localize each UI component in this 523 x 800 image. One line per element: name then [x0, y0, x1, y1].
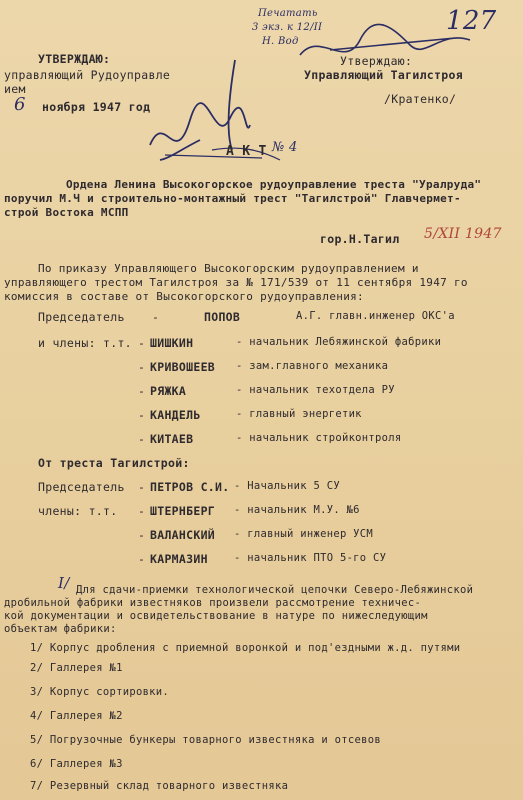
object-item: 7/ Резервный склад товарного известняка — [30, 780, 289, 792]
commission-role: Председатель — [38, 480, 125, 494]
approval-left-line1: УТВЕРЖДАЮ: — [38, 52, 111, 66]
approval-right-line3: /Кратенко/ — [384, 92, 457, 106]
approval-left-line2: управляющий Рудоуправле — [4, 68, 171, 82]
commission-post: - зам.главного механика — [236, 360, 389, 372]
commission-post: - начальник ПТО 5-го СУ — [234, 552, 387, 564]
approval-left-date-day: 6 — [14, 94, 26, 115]
object-item: 3/ Корпус сортировки. — [30, 686, 170, 698]
commission-name: КАРМАЗИН — [150, 552, 208, 566]
commission-dash: - — [138, 432, 146, 446]
commission-dash: - — [138, 336, 146, 350]
commission-dash: - — [138, 408, 146, 422]
commission-dash: - — [138, 504, 146, 518]
commission-post: - начальник стройконтроля — [236, 432, 402, 444]
commission-name: ПОПОВ — [204, 310, 241, 324]
place: гор.Н.Тагил — [320, 232, 400, 246]
object-item: 4/ Галлерея №2 — [30, 710, 123, 722]
object-item: 2/ Галлерея №1 — [30, 662, 123, 674]
commission-dash: - — [152, 310, 160, 324]
commission-dash: - — [138, 480, 146, 494]
approval-right-line2: Управляющий Тагилстроя — [304, 68, 463, 82]
order-line-2: управляющего трестом Тагилстроя за № 171/539 от 11 сентября 1947 го — [4, 276, 468, 289]
purpose-line-2: дробильной фабрики известняков произвели рассмотрение техничес- — [4, 597, 422, 609]
approval-right-line1: Утверждаю: — [340, 54, 413, 68]
commission-dash: - — [138, 528, 146, 542]
top-signature — [300, 24, 470, 55]
commission-post: - главный энергетик — [236, 408, 362, 420]
commission-name: КРИВОШЕЕВ — [150, 360, 216, 374]
order-line-1: По приказу Управляющего Высокогорским рудоуправлением и — [38, 262, 419, 275]
commission-post: - главный инженер УСМ — [234, 528, 374, 540]
act-title: А К Т — [226, 144, 267, 159]
approval-left-date: ноября 1947 год — [42, 100, 151, 114]
handwritten-note-line3: Н. Вод — [262, 36, 299, 47]
trust-header: От треста Тагилстрой: — [38, 456, 190, 470]
object-item: 6/ Галлерея №3 — [30, 758, 123, 770]
object-item: 1/ Корпус дробления с приемной воронкой и под'ездными ж.д. путями — [30, 642, 461, 654]
commission-post: - начальник техотдела РУ — [236, 384, 395, 396]
act-number: № 4 — [272, 140, 298, 155]
commission-role: члены: т.т. — [38, 504, 118, 518]
commission-name: ШТЕРНБЕРГ — [150, 504, 216, 518]
commission-dash: - — [138, 360, 146, 374]
commission-dash: - — [138, 384, 146, 398]
commission-name: КИТАЕВ — [150, 432, 194, 446]
commission-name: РЯЖКА — [150, 384, 187, 398]
commission-post: - начальник Лебяжинской фабрики — [236, 336, 442, 348]
commission-name: КАНДЕЛЬ — [150, 408, 201, 422]
commission-name: ШИШКИН — [150, 336, 194, 350]
commission-name: ВАЛАНСКИЙ — [150, 528, 216, 542]
commission-name: ПЕТРОВ С.И. — [150, 480, 230, 494]
commission-post: А.Г. главн.инженер ОКС'а — [296, 310, 455, 322]
intro-line-2: поручил М.Ч и строительно-монтажный трест "Тагилстрой" Главчермет- — [4, 192, 461, 205]
commission-dash: - — [138, 552, 146, 566]
intro-line-1: Ордена Ленина Высокогорское рудоуправление треста "Уралруда" — [66, 178, 482, 191]
purpose-line-3: кой документации и освидетельствование в натуре по нижеследующим — [4, 610, 428, 622]
section-mark: I/ — [58, 574, 70, 592]
handwritten-note-line2: 3 экз. к 12/II — [252, 22, 323, 33]
purpose-line-1: Для сдачи-приемки технологической цепочки Северо-Лебяжинской — [76, 584, 474, 596]
approval-left-line3: ием — [4, 82, 26, 96]
handwritten-note-line1: Печатать — [258, 8, 318, 19]
intro-line-3: строй Востока МСПП — [4, 206, 129, 219]
order-line-3: комиссия в составе от Высокогорского рудоуправления: — [4, 290, 364, 303]
place-date: 5/XII 1947 — [424, 226, 502, 242]
page-number: 127 — [446, 6, 497, 36]
commission-post: - Начальник 5 СУ — [234, 480, 340, 492]
commission-post: - начальник М.У. №6 — [234, 504, 360, 516]
purpose-line-4: объектам фабрики: — [4, 623, 117, 635]
object-item: 5/ Погрузочные бункеры товарного известняка и отсевов — [30, 734, 381, 746]
commission-role: Председатель — [38, 310, 125, 324]
commission-role: и члены: т.т. — [38, 336, 132, 350]
